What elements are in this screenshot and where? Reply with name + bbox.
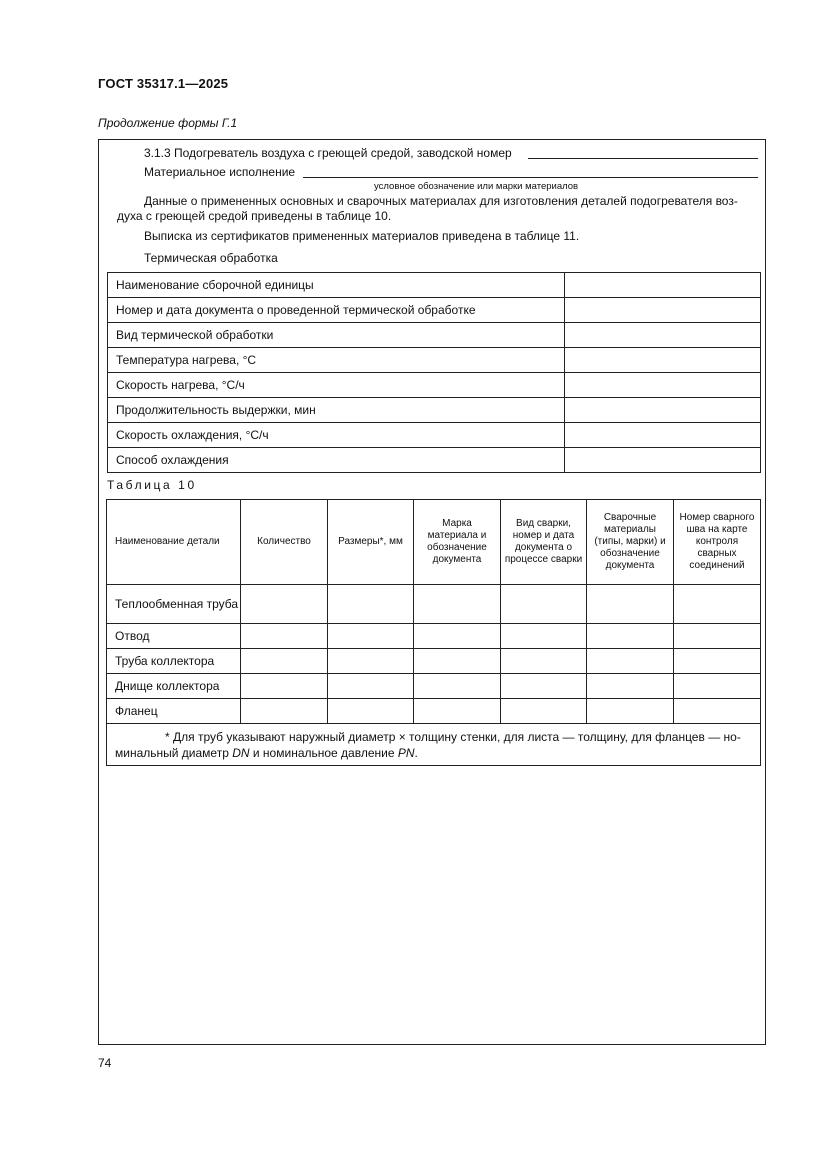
column-header: Номер сварного шва на карте контроля сварных соединений [674, 500, 761, 585]
row-label: Вид термической обработки [108, 323, 565, 348]
column-header: Вид сварки, номер и дата документа о процессе сварки [501, 500, 587, 585]
value-cell[interactable] [565, 398, 761, 423]
value-cell[interactable] [328, 674, 414, 699]
value-cell[interactable] [414, 699, 501, 724]
column-header: Количество [241, 500, 328, 585]
value-cell[interactable] [328, 699, 414, 724]
document-code: ГОСТ 35317.1—2025 [98, 76, 229, 91]
value-cell[interactable] [241, 585, 328, 624]
value-cell[interactable] [565, 373, 761, 398]
page-number: 74 [98, 1056, 112, 1070]
materials-data-line-2: духа с греющей средой приведены в таблице 10. [117, 209, 392, 223]
part-name: Днище коллектора [107, 674, 241, 699]
column-header: Размеры*, мм [328, 500, 414, 585]
footnote-end: . [414, 746, 418, 760]
value-cell[interactable] [674, 585, 761, 624]
table-row [108, 323, 761, 348]
value-cell[interactable] [328, 624, 414, 649]
material-label: Материальное исполнение [144, 165, 296, 179]
table-row [108, 448, 761, 473]
table-row [108, 348, 761, 373]
row-label: Скорость охлаждения, °С/ч [108, 423, 565, 448]
value-cell[interactable] [565, 448, 761, 473]
value-cell[interactable] [674, 649, 761, 674]
value-cell[interactable] [414, 624, 501, 649]
row-label: Номер и дата документа о проведенной термической обработке [108, 298, 565, 323]
table-row [108, 398, 761, 423]
form-continuation-label: Продолжение формы Г.1 [98, 116, 238, 130]
table-row [108, 273, 761, 298]
table-10 [106, 499, 761, 766]
table-row [108, 298, 761, 323]
value-cell[interactable] [587, 624, 674, 649]
column-header: Марка материала и обозначение документа [414, 500, 501, 585]
row-label: Способ охлаждения [108, 448, 565, 473]
column-header: Наименование детали [107, 500, 241, 585]
row-label: Продолжительность выдержки, мин [108, 398, 565, 423]
value-cell[interactable] [501, 585, 587, 624]
row-label: Скорость нагрева, °С/ч [108, 373, 565, 398]
value-cell[interactable] [241, 624, 328, 649]
value-cell[interactable] [587, 649, 674, 674]
value-cell[interactable] [565, 273, 761, 298]
footnote-text-2: и номинальное давление [249, 746, 398, 760]
part-name: Теплообменная труба [107, 585, 241, 624]
footnote-text: * Для труб указывают наружный диаметр × толщину стенки, для листа — толщину, для фланцев — но-минальный диаметр [115, 730, 741, 760]
part-name: Фланец [107, 699, 241, 724]
value-cell[interactable] [328, 585, 414, 624]
column-header: Сварочные материалы (типы, марки) и обозначение документа [587, 500, 674, 585]
footnote-dn: DN [232, 746, 250, 760]
value-cell[interactable] [565, 298, 761, 323]
footnote-pn: PN [397, 746, 415, 760]
value-cell[interactable] [501, 699, 587, 724]
table-10-caption: Таблица 10 [107, 478, 197, 492]
heat-treatment-title: Термическая обработка [144, 251, 278, 265]
table-row [107, 649, 761, 674]
value-cell[interactable] [414, 649, 501, 674]
value-cell[interactable] [565, 348, 761, 373]
heater-serial-label: 3.1.3 Подогреватель воздуха с греющей средой, заводской номер [144, 146, 512, 160]
certificate-extract-line: Выписка из сертификатов примененных материалов приведена в таблице 11. [144, 229, 580, 243]
value-cell[interactable] [241, 674, 328, 699]
part-name: Отвод [107, 624, 241, 649]
row-label: Наименование сборочной единицы [108, 273, 565, 298]
value-cell[interactable] [241, 649, 328, 674]
value-cell[interactable] [674, 699, 761, 724]
value-cell[interactable] [565, 323, 761, 348]
value-cell[interactable] [414, 585, 501, 624]
table-row [107, 624, 761, 649]
materials-data-line-1: Данные о примененных основных и сварочных материалах для изготовления деталей подогревателя воз- [144, 194, 738, 208]
table-row [108, 373, 761, 398]
value-cell[interactable] [501, 624, 587, 649]
table-row [108, 423, 761, 448]
value-cell[interactable] [587, 699, 674, 724]
value-cell[interactable] [587, 585, 674, 624]
table-row [107, 585, 761, 624]
value-cell[interactable] [414, 674, 501, 699]
value-cell[interactable] [501, 674, 587, 699]
value-cell[interactable] [501, 649, 587, 674]
row-label: Температура нагрева, °С [108, 348, 565, 373]
table-row [107, 674, 761, 699]
table-row [107, 699, 761, 724]
material-hint: условное обозначение или марки материалов [374, 181, 579, 192]
value-cell[interactable] [674, 624, 761, 649]
material-field[interactable] [303, 177, 758, 178]
part-name: Труба коллектора [107, 649, 241, 674]
value-cell[interactable] [241, 699, 328, 724]
table-note-row [107, 724, 761, 766]
heat-treatment-table [107, 272, 761, 473]
value-cell[interactable] [328, 649, 414, 674]
value-cell[interactable] [674, 674, 761, 699]
heater-serial-field[interactable] [528, 158, 758, 159]
table-footnote [107, 724, 761, 766]
table-header-row [107, 500, 761, 585]
value-cell[interactable] [565, 423, 761, 448]
value-cell[interactable] [587, 674, 674, 699]
